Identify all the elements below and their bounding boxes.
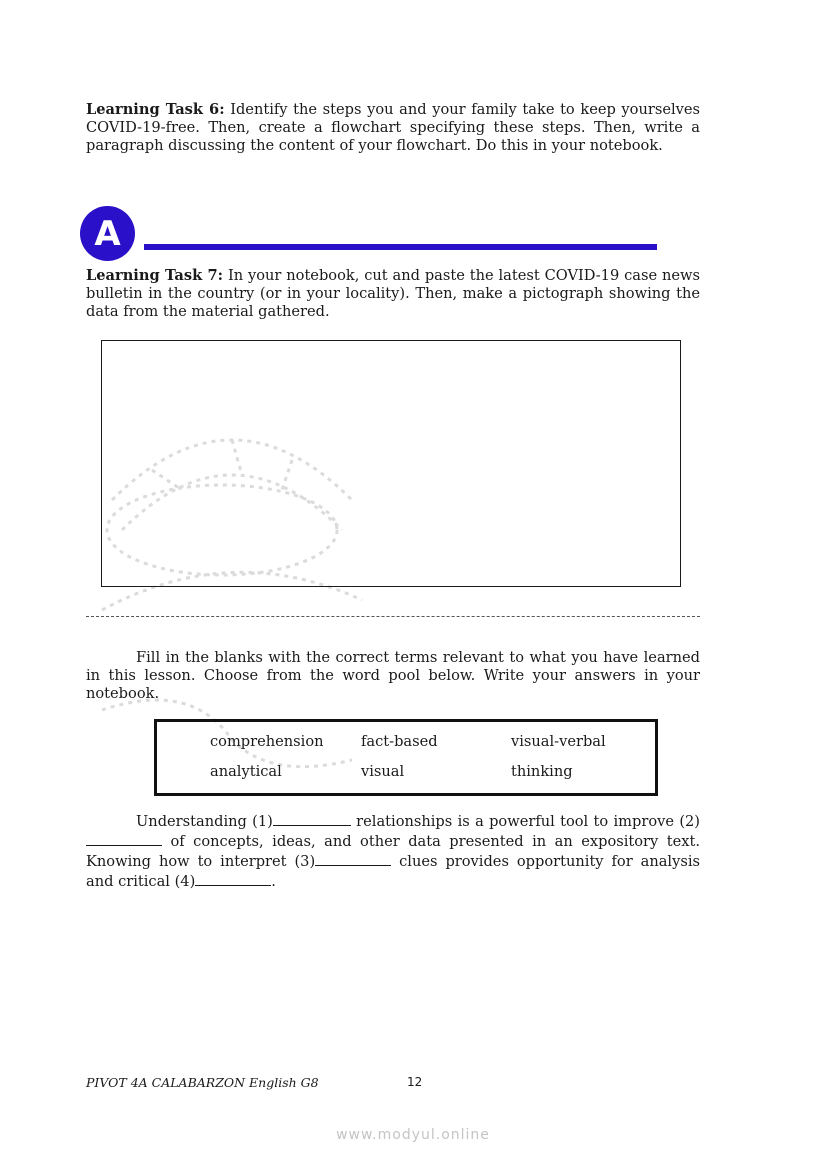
word-pool-item: fact-based [361, 733, 438, 750]
fill-text: . [271, 873, 276, 890]
blank-3 [315, 851, 391, 866]
blank-4 [195, 871, 271, 886]
section-letter: A [94, 213, 121, 254]
page-number: 12 [407, 1075, 423, 1089]
learning-task-6 [86, 101, 700, 155]
word-pool-item: comprehension [210, 733, 324, 750]
word-pool-item: thinking [511, 763, 573, 780]
task6-label: Learning Task 6: [86, 101, 225, 118]
task7-label: Learning Task 7: [86, 267, 224, 284]
blank-1 [273, 811, 351, 826]
word-pool-item: visual [361, 763, 405, 780]
blank-2 [86, 831, 162, 846]
word-pool-item: visual-verbal [511, 733, 606, 750]
learning-task-7 [86, 267, 700, 321]
fill-blank-paragraph [86, 811, 700, 891]
fill-blanks-instructions: Fill in the blanks with the correct terms relevant to what you have learned in this lesson. Choose from the word pool below. Write your answers in your notebook. [86, 649, 700, 702]
section-badge [80, 206, 135, 261]
fill-text: clues provides opportunity for analysis and critical (4) [86, 853, 700, 890]
section-divider-bar [144, 244, 657, 250]
word-pool-box [154, 719, 658, 796]
dashed-divider [86, 616, 700, 617]
pictograph-answer-box [101, 340, 681, 587]
task6-text: Identify the steps you and your family take to keep yourselves COVID-19-free. Then, create a flowchart specifying these steps. Then, write a paragraph discussing the content of your flowchart. Do this in your notebook. [86, 101, 700, 154]
fill-text: relationships is a powerful tool to improve (2) [350, 813, 700, 830]
site-watermark: www.modyul.online [336, 1127, 490, 1143]
footer-title: PIVOT 4A CALABARZON English G8 [86, 1075, 319, 1090]
fill-text: Understanding (1) [136, 813, 273, 830]
word-pool-item: analytical [210, 763, 282, 780]
task7-text: In your notebook, cut and paste the latest COVID-19 case news bulletin in the country (or in your locality). Then, make a pictograph showing the data from the material gathered. [86, 267, 700, 320]
fill-text: of concepts, ideas, and other data presented in an expository text. Knowing how to interpret (3) [86, 833, 700, 870]
